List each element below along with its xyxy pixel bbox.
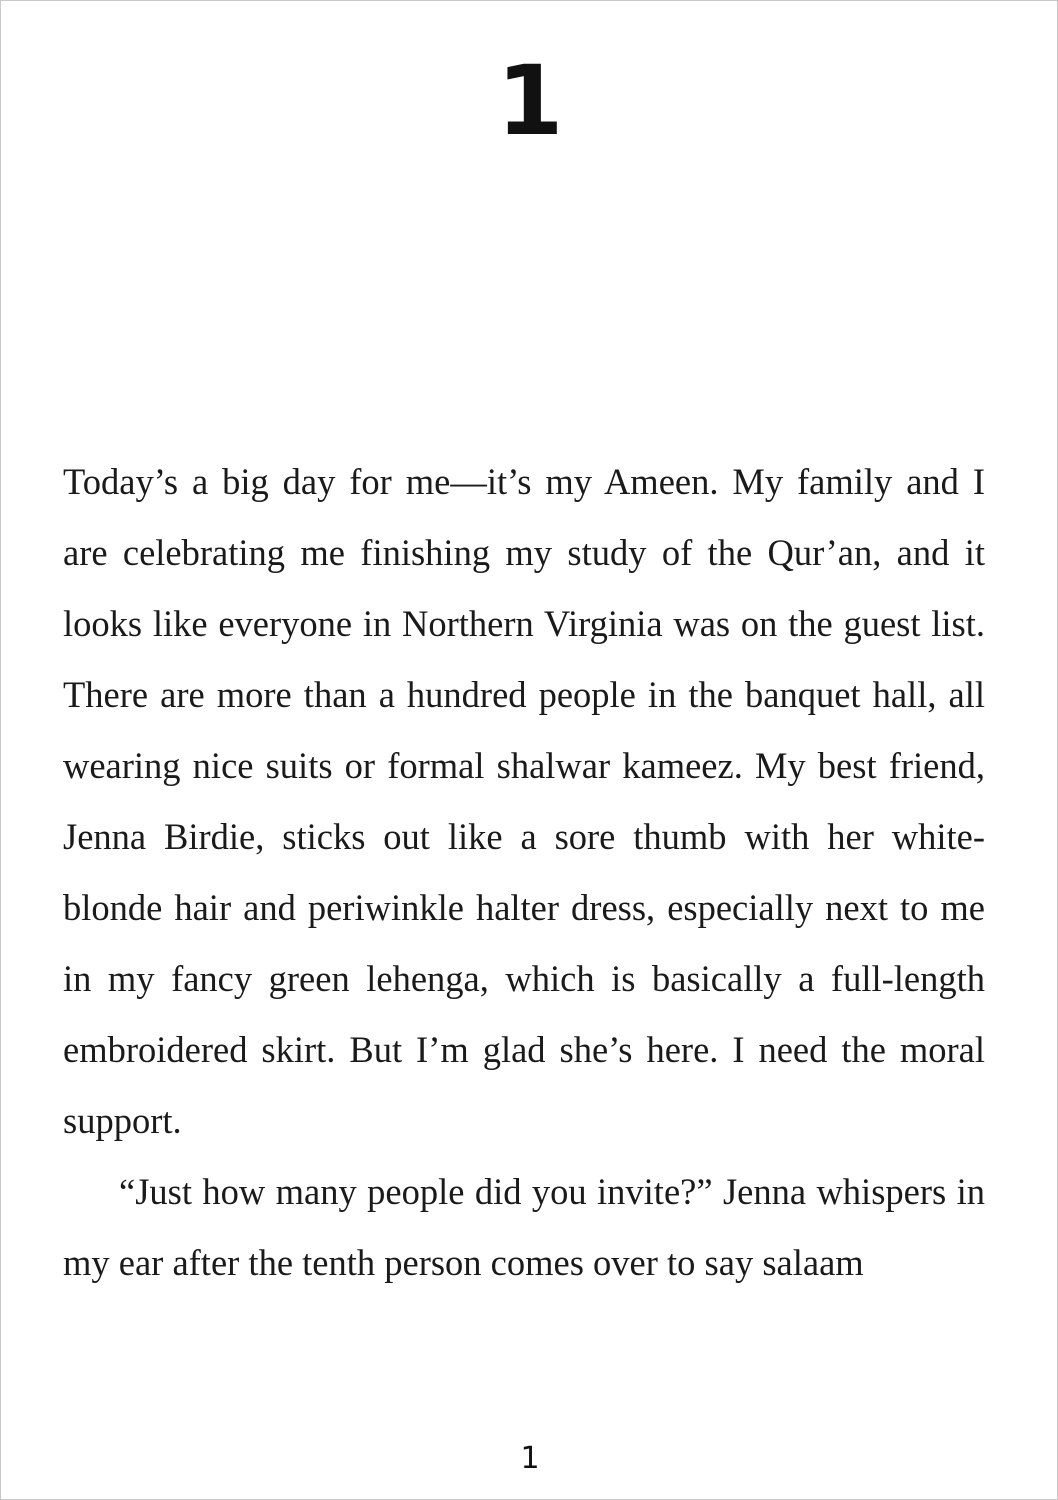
paragraph-1: Today’s a big day for me—it’s my Ameen. My family and I are celebrating me finishing my study of the Qur’an, and it looks like everyone in Northern Virginia was on the guest list. There are more than a hundred people in the banquet hall, all wearing nice suits or formal shalwar kameez. My best friend, Jenna Birdie, sticks out like a sore thumb with her white-blonde hair and periwinkle halter dress, especially next to me in my fancy green lehenga, which is basically a full-length embroidered skirt. But I’m glad she’s here. I need the moral support.: [63, 461, 985, 1141]
body-text: [63, 446, 985, 1298]
page-number: 1: [520, 1441, 540, 1476]
chapter-number: 1: [496, 45, 564, 157]
paragraph-2: “Just how many people did you invite?” Jenna whispers in my ear after the tenth person comes over to say salaam: [63, 1171, 985, 1283]
